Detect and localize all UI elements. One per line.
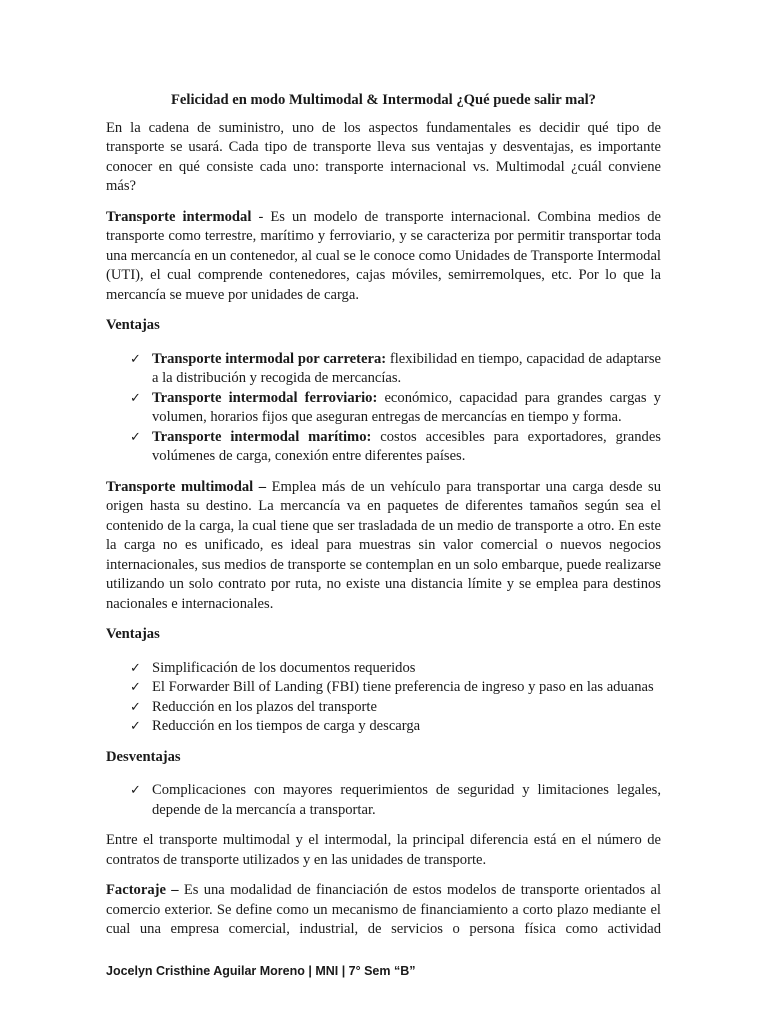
list-item bbox=[106, 428, 661, 467]
checkmark-icon: ✓ bbox=[130, 429, 141, 445]
multimodal-definition: Emplea más de un vehículo para transportar una carga desde su origen hasta su destino. La mercancía va en paquetes de diferentes tamaños según sea el contenido de la carga, la cual tiene que ser trasladada de un medio de transporte a otro. En este la carga no es unificado, es ideal para muestras sin valor comercial o nuevos negocios internacionales, sus medios de transporte se contemplan en un solo embarque, puede realizarse utilizando un solo contrato por ruta, no existe una distancia límite y se emplea para destinos nacionales e internacionales. bbox=[106, 478, 661, 612]
checkmark-icon: ✓ bbox=[130, 783, 141, 798]
multimodal-desventajas-heading: Desventajas bbox=[106, 748, 181, 765]
factoraje-definition: Es una modalidad de financiación de estos modelos de transporte orientados al comercio exterior. Se define como un mecanismo de financiamiento a corto plazo mediante el cual una empresa comercial, industrial, de servicios o persona física como actividad bbox=[106, 882, 662, 937]
multimodal-ventajas-heading: Ventajas bbox=[106, 626, 160, 642]
checkmark-icon: ✓ bbox=[130, 390, 141, 406]
list-item-text: Simplificación de los documentos requeridos bbox=[152, 659, 416, 676]
comparison-paragraph: Entre el transporte multimodal y el intermodal, la principal diferencia está en el número de contratos de transporte utilizados y en las unidades de transporte. bbox=[106, 832, 661, 868]
list-item-term: Transporte intermodal por carretera: bbox=[152, 350, 387, 367]
page-footer: Jocelyn Cristhine Aguilar Moreno | MNI | 7° Sem “B” bbox=[106, 964, 416, 978]
list-item bbox=[106, 717, 661, 737]
list-item-text: costos accesibles para exportadores, grandes volúmenes de carga, conexión entre diferentes países. bbox=[152, 428, 661, 464]
list-item-text: flexibilidad en tiempo, capacidad de adaptarse a la distribución y recogida de mercancías. bbox=[152, 350, 662, 386]
list-item bbox=[106, 781, 661, 820]
list-item-text: Reducción en los tiempos de carga y descarga bbox=[152, 718, 421, 734]
list-item bbox=[106, 659, 661, 679]
list-item bbox=[106, 698, 661, 718]
multimodal-term: Transporte multimodal – bbox=[106, 478, 267, 495]
page-title: Felicidad en modo Multimodal & Intermodal ¿Qué puede salir mal? bbox=[171, 92, 596, 108]
list-item bbox=[106, 350, 661, 389]
intermodal-ventajas-list bbox=[106, 350, 661, 467]
multimodal-ventajas-list bbox=[106, 659, 661, 737]
list-item bbox=[106, 678, 661, 698]
multimodal-desventajas-list bbox=[106, 781, 661, 820]
factoraje-paragraph bbox=[106, 881, 661, 940]
intro-paragraph: En la cadena de suministro, uno de los aspectos fundamentales es decidir qué tipo de transporte se usará. Cada tipo de transporte lleva sus ventajas y desventajas, es importante conocer en qué consiste cada uno: transporte internacional vs. Multimodal ¿cuál conviene más? bbox=[106, 119, 661, 194]
list-item-text: El Forwarder Bill of Landing (FBI) tiene preferencia de ingreso y paso en las aduanas bbox=[152, 679, 654, 695]
multimodal-paragraph bbox=[106, 478, 661, 615]
list-item-term: Transporte intermodal marítimo: bbox=[152, 428, 372, 445]
intermodal-ventajas-heading: Ventajas bbox=[106, 317, 160, 333]
checkmark-icon: ✓ bbox=[130, 351, 141, 367]
list-item-text: Complicaciones con mayores requerimientos de seguridad y limitaciones legales, depende de la mercancía a transportar. bbox=[152, 782, 661, 818]
list-item-term: Transporte intermodal ferroviario: bbox=[152, 389, 378, 406]
checkmark-icon: ✓ bbox=[130, 719, 141, 734]
intermodal-paragraph bbox=[106, 208, 661, 306]
intermodal-definition: - Es un modelo de transporte internacional. Combina medios de transporte como terrestre, marítimo y ferroviario, y se caracteriza por permitir transportar toda una mercancía en un contenedor, al cual se le conoce como Unidades de Transporte Intermodal (UTI), el cual comprende contenedores, cajas móviles, semirremolques, etc. Por lo que la mercancía se mueve por unidades de carga. bbox=[106, 208, 661, 303]
document-body bbox=[106, 91, 661, 951]
list-item bbox=[106, 389, 661, 428]
checkmark-icon: ✓ bbox=[130, 699, 141, 715]
checkmark-icon: ✓ bbox=[130, 680, 141, 695]
list-item-text: Reducción en los plazos del transporte bbox=[152, 698, 377, 715]
factoraje-term: Factoraje – bbox=[106, 882, 179, 898]
list-item-text: económico, capacidad para grandes cargas y volumen, horarios fijos que aseguran entregas de mercancías en tiempo y forma. bbox=[152, 389, 661, 425]
checkmark-icon: ✓ bbox=[130, 660, 141, 676]
intermodal-term: Transporte intermodal bbox=[106, 208, 252, 225]
